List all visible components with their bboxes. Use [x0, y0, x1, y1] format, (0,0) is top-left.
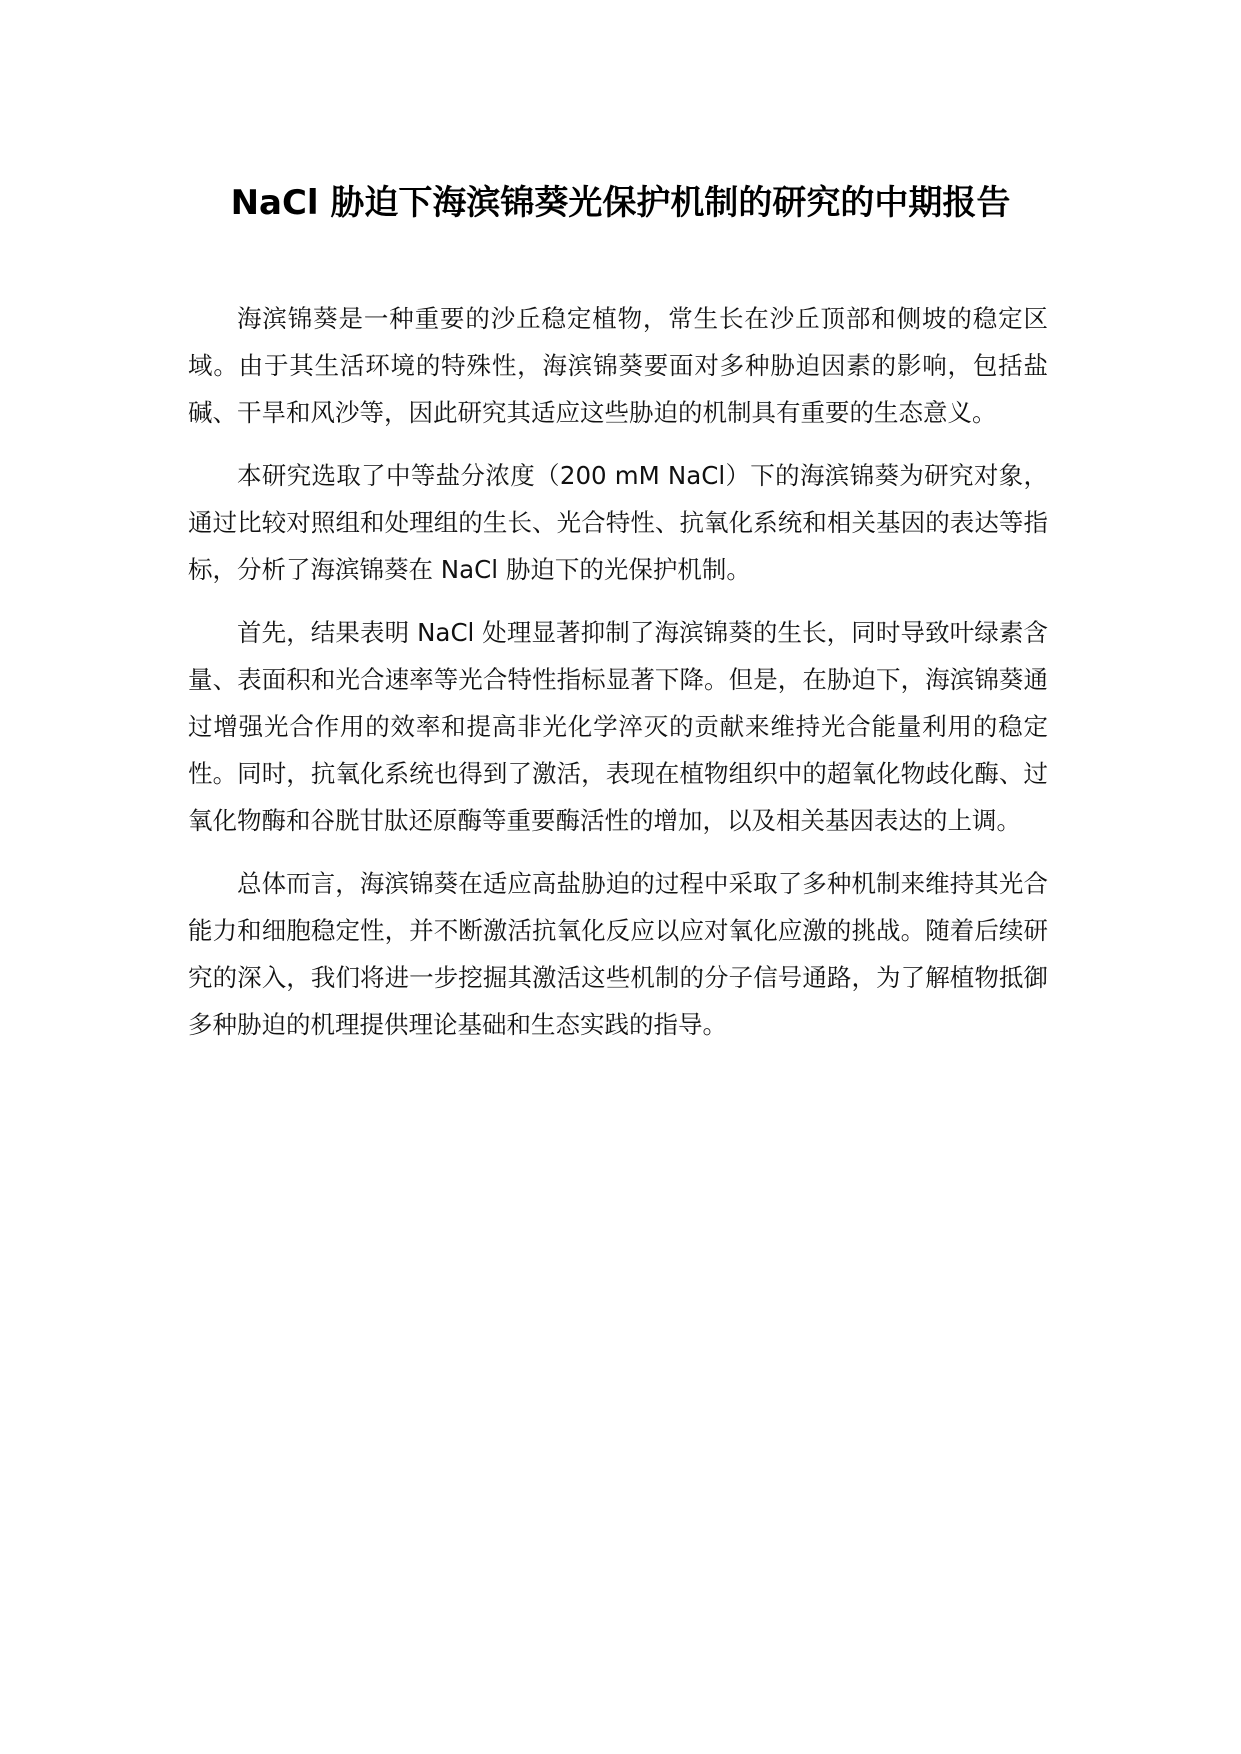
paragraph-3: 首先，结果表明 NaCl 处理显著抑制了海滨锦葵的生长，同时导致叶绿素含量、表面积和光合速率等光合特性指标显著下降。但是，在胁迫下，海滨锦葵通过增强光合作用的效率和提高非光化学淬灭的贡献来维持光合能量利用的稳定性。同时，抗氧化系统也得到了激活，表现在植物组织中的超氧化物歧化酶、过氧化物酶和谷胱甘肽还原酶等重要酶活性的增加，以及相关基因表达的上调。 [188, 618, 1048, 835]
document-title: NaCl 胁迫下海滨锦葵光保护机制的研究的中期报告 [230, 183, 1011, 223]
paragraph-1: 海滨锦葵是一种重要的沙丘稳定植物，常生长在沙丘顶部和侧坡的稳定区域。由于其生活环境的特殊性，海滨锦葵要面对多种胁迫因素的影响，包括盐碱、干旱和风沙等，因此研究其适应这些胁迫的机制具有重要的生态意义。 [188, 304, 1048, 427]
document-body [188, 295, 1048, 1064]
paragraph-2: 本研究选取了中等盐分浓度（200 mM NaCl）下的海滨锦葵为研究对象，通过比较对照组和处理组的生长、光合特性、抗氧化系统和相关基因的表达等指标，分析了海滨锦葵在 NaCl 胁迫下的光保护机制。 [188, 461, 1048, 584]
paragraph-4: 总体而言，海滨锦葵在适应高盐胁迫的过程中采取了多种机制来维持其光合能力和细胞稳定性，并不断激活抗氧化反应以应对氧化应激的挑战。随着后续研究的深入，我们将进一步挖掘其激活这些机制的分子信号通路，为了解植物抵御多种胁迫的机理提供理论基础和生态实践的指导。 [188, 869, 1048, 1039]
